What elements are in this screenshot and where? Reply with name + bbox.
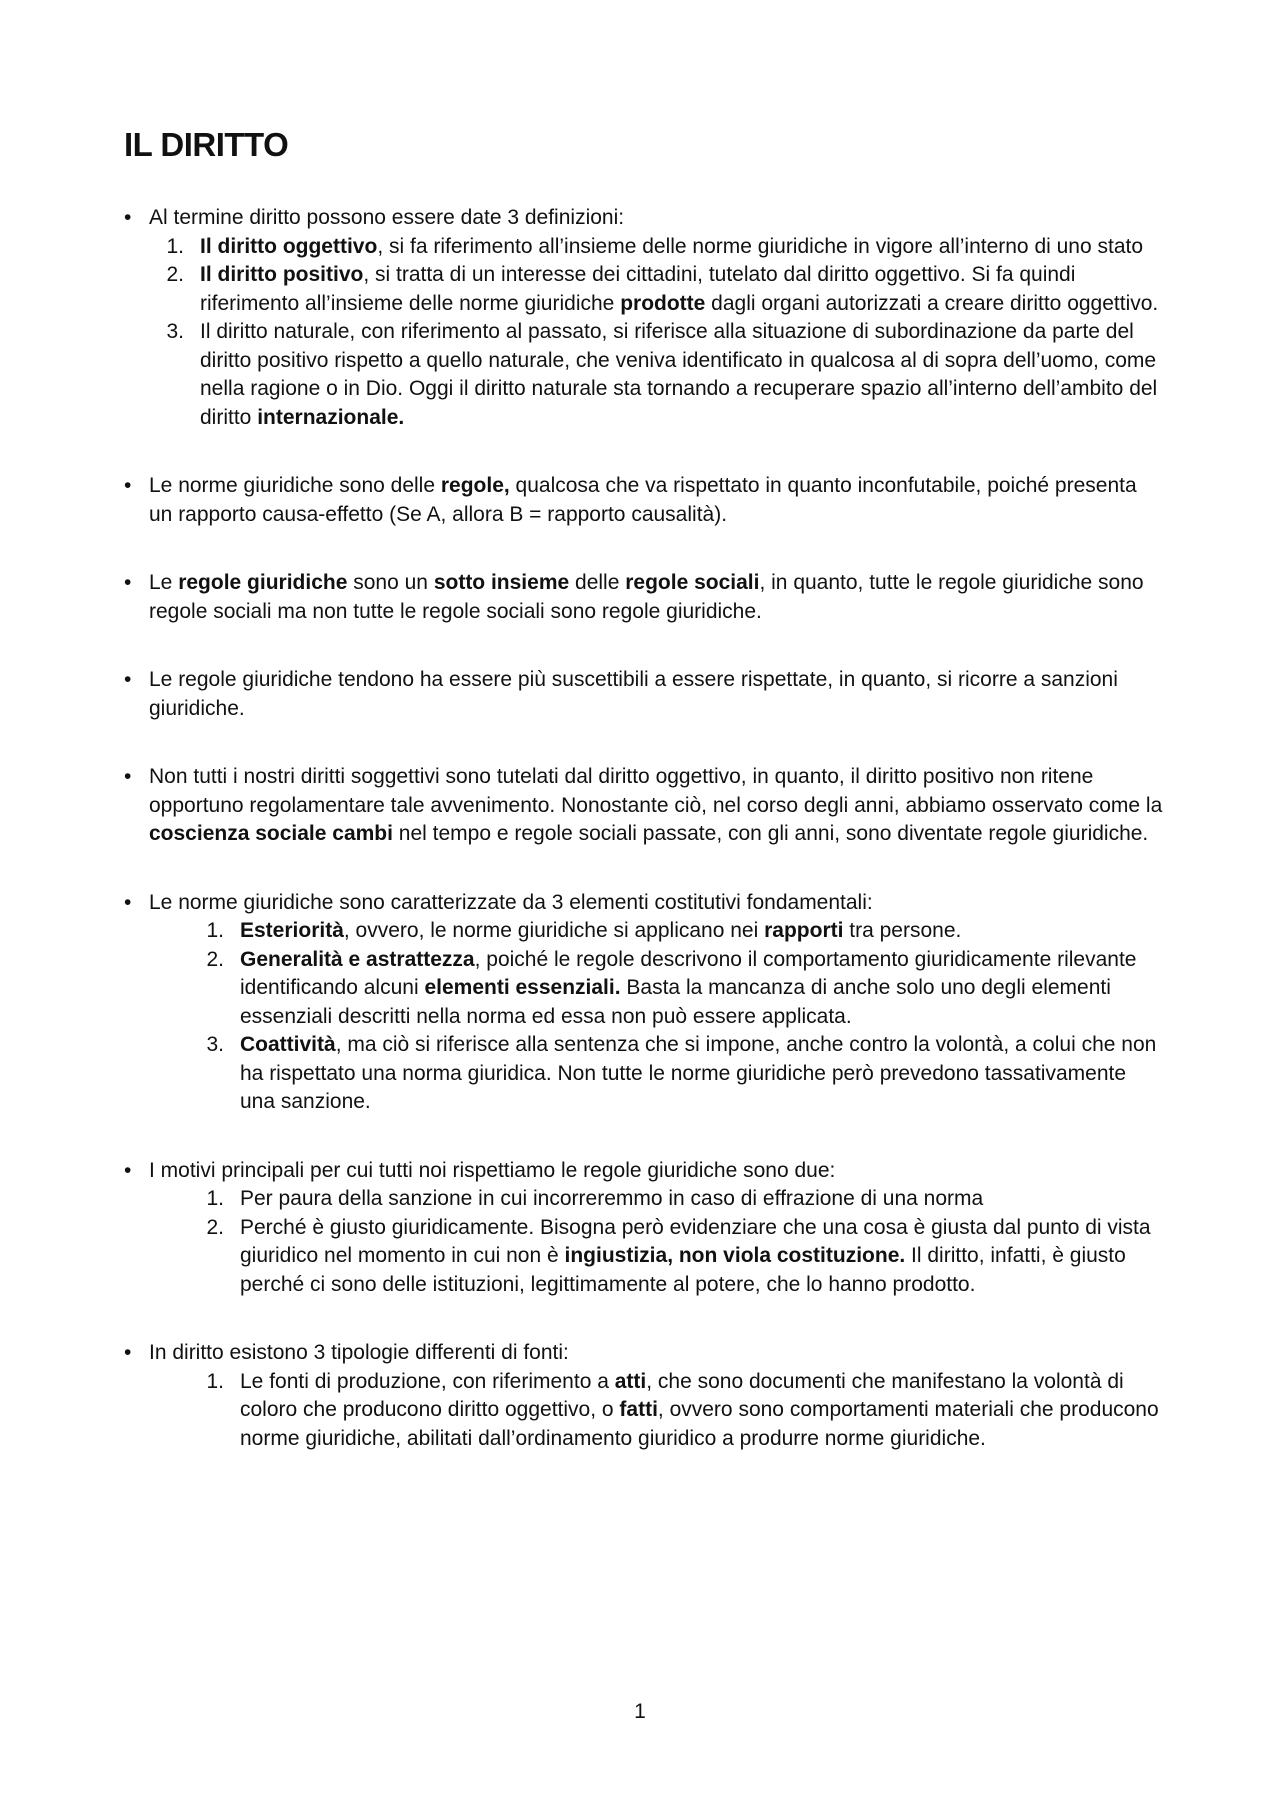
bullet-text: delle <box>569 571 626 594</box>
list-item <box>149 318 1164 432</box>
item-text: , ovvero, le norme giuridiche si applicano nei <box>343 919 765 942</box>
bullet-intro: Al termine diritto possono essere date 3 definizioni: <box>149 206 625 229</box>
bullet-diritti-soggettivi <box>124 763 1164 849</box>
bullet-text: nel tempo e regole sociali passate, con gli anni, sono diventate regole giuridiche. <box>392 822 1149 845</box>
bullet-marker <box>124 1339 138 1368</box>
bullet-marker <box>124 569 138 598</box>
item-number: 2. <box>166 263 184 286</box>
bold-term: internazionale. <box>257 405 405 429</box>
list-item <box>149 917 1164 946</box>
list-item <box>149 1185 1164 1214</box>
item-text: Il diritto, infatti, è giusto perché ci sono delle istituzioni, legittimamente al potere, che lo hanno prodotto. <box>240 1244 1126 1296</box>
item-text: , si fa riferimento all’insieme delle norme giuridiche in vigore all’interno di uno stato <box>377 234 1144 258</box>
item-text: Le fonti di produzione, con riferimento a <box>240 1369 615 1393</box>
bullet-text: Non tutti i nostri diritti soggettivi sono tutelati dal diritto oggettivo, in quanto, il diritto positivo non ritene opportuno regolamentare tale avvenimento. Nonostante ciò, nel corso degli anni, abbiamo osservato come la <box>149 765 1163 817</box>
item-number: 2. <box>206 947 224 971</box>
item-text: , poiché le regole descrivono il comportamento giuridicamente rilevante identificando alcuni <box>240 947 1137 999</box>
item-text: Perché è giusto giuridicamente. Bisogna però evidenziare che una cosa è giusta dal punto di vista giuridico nel momento in cui non è <box>240 1215 1151 1267</box>
numbered-list <box>149 1185 1164 1299</box>
item-number: 3. <box>166 320 184 343</box>
bullet-sanzioni <box>124 666 1164 723</box>
item-number: 2. <box>206 1215 224 1239</box>
bullet-fonti <box>124 1339 1164 1453</box>
bullet-intro: Le norme giuridiche sono caratterizzate da 3 elementi costitutivi fondamentali: <box>149 890 873 914</box>
bullet-marker <box>124 889 138 918</box>
item-text: , ovvero sono comportamenti materiali che producono norme giuridiche, abilitati dall’ordinamento giuridico a produrre norme giuridiche. <box>240 1398 1159 1450</box>
item-text: , che sono documenti che manifestano la volontà di coloro che producono diritto oggettivo, o <box>240 1369 1124 1421</box>
bullet-sotto-insieme <box>124 569 1164 626</box>
bold-term: Il diritto oggettivo <box>200 234 378 258</box>
bold-term: Generalità e astrattezza <box>240 947 475 971</box>
page-title: IL DIRITTO <box>124 126 289 163</box>
item-text: tra persone. <box>843 919 962 942</box>
bullet-marker <box>124 666 138 695</box>
bold-term: coscienza sociale cambi <box>149 822 393 845</box>
item-number: 1. <box>206 919 224 942</box>
list-item <box>149 1031 1164 1117</box>
bullet-marker <box>124 763 138 792</box>
item-text: Basta la mancanza di anche solo uno degli elementi essenziali descritti nella norma ed essa non può essere applicata. <box>240 976 1111 1028</box>
bullet-motivi-rispetto <box>124 1157 1164 1300</box>
item-text: , ma ciò si riferisce alla sentenza che si impone, anche contro la volontà, a colui che non ha rispettato una norma giuridica. Non tutte le norme giuridiche però prevedono tassativamente una sanzione. <box>240 1033 1157 1113</box>
list-item <box>149 1214 1164 1300</box>
item-number: 1. <box>206 1187 224 1210</box>
bold-term: regole giuridiche <box>178 571 348 594</box>
bullet-intro: In diritto esistono 3 tipologie differenti di fonti: <box>149 1341 569 1364</box>
document-body <box>124 204 1164 1493</box>
bullet-text: sono un <box>347 571 434 594</box>
bold-term: Coattività <box>240 1033 336 1056</box>
bold-term: rapporti <box>764 919 844 942</box>
bullet-text: Le regole giuridiche tendono ha essere più suscettibili a essere rispettate, in quanto, si ricorre a sanzioni giuridiche. <box>149 668 1118 720</box>
list-item <box>149 1368 1164 1454</box>
bullet-text: Le norme giuridiche sono delle <box>149 474 441 497</box>
list-item <box>149 233 1164 262</box>
bold-term: Esteriorità <box>240 919 344 942</box>
page-number: 1 <box>634 1700 646 1723</box>
bold-term: elementi essenziali. <box>424 976 621 999</box>
bullet-text: , in quanto, tutte le regole giuridiche sono regole sociali ma non tutte le regole sociali sono regole giuridiche. <box>149 571 1144 623</box>
item-text: Il diritto naturale, con riferimento al passato, si riferisce alla situazione di subordinazione da parte del diritto positivo rispetto a quello naturale, che veniva identificato in qualcosa al di sopra dell’uomo, come nella ragione o in Dio. Oggi il diritto naturale sta tornando a recuperare spazio all’interno dell’ambito del diritto <box>200 320 1158 429</box>
item-number: 1. <box>206 1369 224 1393</box>
item-text: dagli organi autorizzati a creare diritto oggettivo. <box>705 291 1159 315</box>
bold-term: regole sociali <box>625 571 760 594</box>
bullet-text: Le <box>149 571 179 594</box>
bold-term: fatti <box>619 1398 658 1421</box>
bullet-marker <box>124 1157 138 1186</box>
item-text: Per paura della sanzione in cui incorreremmo in caso di effrazione di una norma <box>240 1187 984 1210</box>
bullet-elementi-costitutivi <box>124 889 1164 1117</box>
bullet-marker <box>124 472 138 501</box>
bullet-marker <box>124 204 138 233</box>
list-item <box>149 261 1164 318</box>
numbered-list <box>149 1368 1164 1454</box>
bullet-definizioni <box>124 204 1164 432</box>
bold-term: regole, <box>440 474 510 497</box>
bullet-text: qualcosa che va rispettato in quanto inconfutabile, poiché presenta un rapporto causa-effetto (Se A, allora B = rapporto causalità). <box>149 474 1137 526</box>
bullet-intro: I motivi principali per cui tutti noi rispettiamo le regole giuridiche sono due: <box>149 1158 836 1182</box>
item-text: , si tratta di un interesse dei cittadini, tutelato dal diritto oggettivo. Si fa quindi riferimento all’insieme delle norme giuridiche <box>200 263 1076 315</box>
bold-term: sotto insieme <box>433 571 570 594</box>
bold-term: ingiustizia, non viola costituzione. <box>564 1244 906 1267</box>
item-number: 3. <box>206 1033 224 1056</box>
bold-term: atti <box>614 1369 647 1393</box>
bullet-norme-regole <box>124 472 1164 529</box>
item-number: 1. <box>166 234 184 258</box>
numbered-list <box>149 233 1164 433</box>
bold-term: Il diritto positivo <box>200 263 364 286</box>
bold-term: prodotte <box>620 291 706 315</box>
list-item <box>149 946 1164 1032</box>
numbered-list <box>149 917 1164 1117</box>
